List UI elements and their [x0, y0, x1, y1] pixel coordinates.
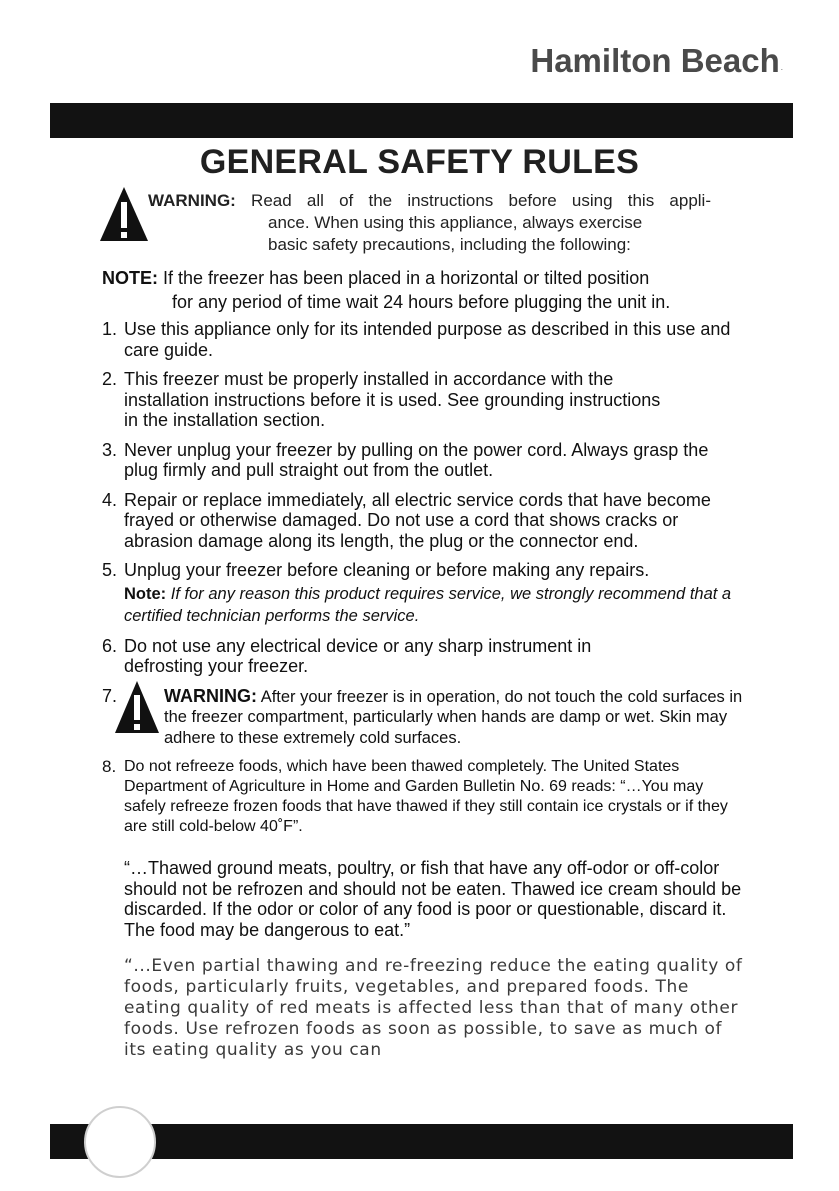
rule-item: [102, 369, 744, 431]
rule-number: 2.: [102, 369, 118, 389]
rule-item: [102, 560, 744, 627]
rule-5-note-label: Note:: [124, 584, 167, 603]
note-label: NOTE:: [102, 268, 158, 288]
note-line-2: for any period of time wait 24 hours before plugging the unit in.: [172, 292, 671, 312]
rule-item: [102, 490, 744, 552]
rule-number: 4.: [102, 489, 118, 510]
rule-number: 7.: [102, 685, 118, 706]
rule-number: 8.: [102, 757, 117, 776]
safety-rules-list: [102, 319, 744, 1070]
rule-text: Do not use any electrical device or any sharp instrument in defrosting your freezer.: [124, 635, 592, 676]
rule-8-quote-1: “…Thawed ground meats, poultry, or fish that have any off-odor or off-color should not be refrozen and should not be eaten. Thawed ice cream should be discarded. If the odor or color of any food is poor or questionable, discard it. The food may be dangerous to eat.”: [124, 858, 742, 940]
rule-text: Repair or replace immediately, all electric service cords that have become frayed or otherwise damaged. Do not use a cord that shows cracks or abrasion damage along its length, the plug or the connector end.: [124, 489, 711, 551]
warning-block: [148, 190, 711, 256]
warning-icon: [99, 186, 149, 242]
footer-bar: [50, 1124, 793, 1159]
rule-number: 1.: [102, 319, 118, 339]
rule-item: [102, 319, 744, 360]
warning-icon: [114, 680, 160, 734]
note-block: [102, 266, 742, 314]
rule-5-note-text: If for any reason this product requires service, we strongly recommend that a certified technician performs the service.: [124, 584, 732, 625]
header-bar: [50, 103, 793, 138]
rule-item: [102, 757, 744, 1061]
brand-mark: .: [780, 63, 783, 72]
rule-text: Unplug your freezer before cleaning or before making any repairs.: [124, 560, 650, 580]
rule-item: [102, 636, 744, 677]
brand-name: Hamilton Beach: [530, 42, 780, 79]
rule-5-note: [124, 583, 744, 627]
rule-text: This freezer must be properly installed in accordance with the installation instructions before it is used. See grounding instructions in the installation section.: [124, 369, 661, 430]
rule-number: 5.: [102, 560, 118, 580]
rule-number: 3.: [102, 439, 118, 460]
rule-text: Do not refreeze foods, which have been thawed completely. The United States Department of Agriculture in Home and Garden Bulletin No. 69 reads: “…You may safely refreeze frozen foods that have thawed if they still contain ice crystals or if they are still cold-below 40˚F”.: [124, 758, 728, 835]
rule-8-quote-2: “...Even partial thawing and re-freezing reduce the eating quality of foods, particularly fruits, vegetables, and prepared foods. The eating quality of red meats is affected less than that of many other foods. Use refrozen foods as soon as possible, to save as much of its eating quality as you can: [124, 956, 743, 1060]
rule-item: [102, 686, 744, 749]
warning-label: WARNING:: [148, 191, 236, 210]
note-line-1: If the freezer has been placed in a horizontal or tilted position: [163, 268, 650, 288]
rule-item: [102, 440, 744, 481]
warning-line-1: Read all of the instructions before using this appli-: [251, 191, 711, 210]
rule-text: Never unplug your freezer by pulling on the power cord. Always grasp the plug firmly and pull straight out from the outlet.: [124, 439, 709, 480]
rule-text: Use this appliance only for its intended purpose as described in this use and care guide.: [124, 319, 731, 360]
rule-7-label: WARNING:: [164, 685, 257, 706]
page-title: GENERAL SAFETY RULES: [199, 143, 640, 181]
rule-text: After your freezer is in operation, do not touch the cold surfaces in the freezer compartment, particularly when hands are damp or wet. Skin may adhere to these extremely cold surfaces.: [164, 687, 743, 747]
page-number-badge: [84, 1106, 156, 1178]
warning-line-3: basic safety precautions, including the following:: [268, 235, 631, 254]
brand-logo: [530, 42, 783, 80]
rule-number: 6.: [102, 635, 118, 656]
warning-line-2: ance. When using this appliance, always exercise: [268, 213, 643, 232]
